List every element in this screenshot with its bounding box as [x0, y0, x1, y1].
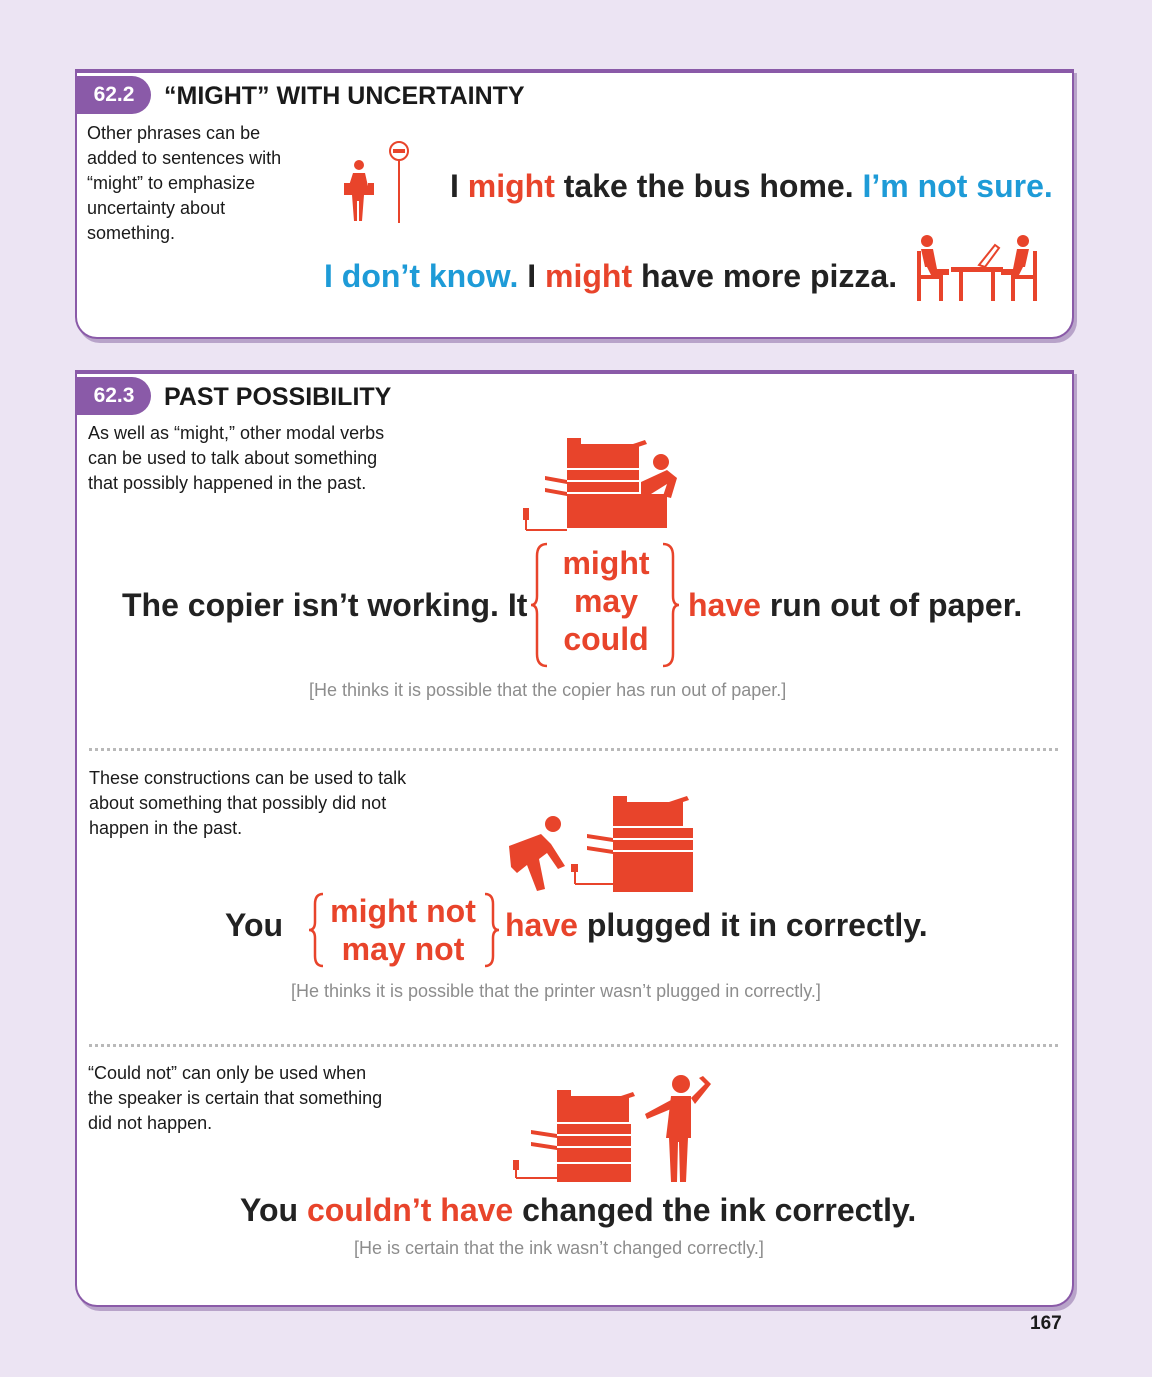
- section-might-uncertainty: [75, 69, 1074, 339]
- gloss: [He thinks it is possible that the copier has run out of paper.]: [309, 680, 787, 700]
- pizza-table-icon: [915, 231, 1040, 303]
- example-ink: You couldn’t have changed the ink correctly.: [240, 1192, 917, 1228]
- gloss: [He thinks it is possible that the printer wasn’t plugged in correctly.]: [291, 981, 821, 1001]
- section-note: Other phrases can be added to sentences with “might” to emphasize uncertainty about something.: [87, 123, 282, 243]
- gloss: [He is certain that the ink wasn’t changed correctly.]: [354, 1238, 764, 1258]
- example-plug-before: You: [225, 907, 284, 943]
- page-number: 167: [1030, 1313, 1062, 1334]
- modal-option: may not: [341, 931, 465, 967]
- section-number: 62.2: [77, 76, 151, 114]
- section-number: 62.3: [77, 377, 151, 415]
- copier-confused-person-icon: [509, 1074, 719, 1184]
- section-note: As well as “might,” other modal verbs can be used to talk about something that possibly happened in the past.: [88, 423, 385, 493]
- modal-option: could: [563, 621, 649, 657]
- section-title: “MIGHT” WITH UNCERTAINTY: [164, 82, 525, 110]
- example-plug-after: have plugged it in correctly.: [505, 907, 928, 943]
- modal-option: might not: [330, 893, 476, 929]
- copier-person-icon: [521, 436, 711, 536]
- modal-option: may: [573, 583, 639, 619]
- bus-stop-person-icon: [339, 139, 409, 229]
- sentence-bus: I might take the bus home. I’m not sure.: [450, 168, 1053, 204]
- divider: [89, 748, 1058, 751]
- left-brace: [529, 542, 551, 668]
- right-brace: [659, 542, 681, 668]
- section-title: PAST POSSIBILITY: [164, 383, 392, 411]
- section-note: These constructions can be used to talk about something that possibly did not happen in the past.: [89, 768, 407, 838]
- section-past-possibility: [75, 370, 1074, 1307]
- sentence-pizza: I don’t know. I might have more pizza.: [324, 258, 898, 294]
- right-brace: [481, 892, 501, 968]
- modal-option: might: [562, 545, 650, 581]
- section-note: “Could not” can only be used when the speaker is certain that something did not happen.: [88, 1063, 383, 1133]
- printer-plug-person-icon: [505, 794, 705, 896]
- divider: [89, 1044, 1058, 1047]
- example-copier-after: have run out of paper.: [688, 587, 1023, 623]
- example-copier-before: The copier isn’t working. It: [122, 587, 528, 623]
